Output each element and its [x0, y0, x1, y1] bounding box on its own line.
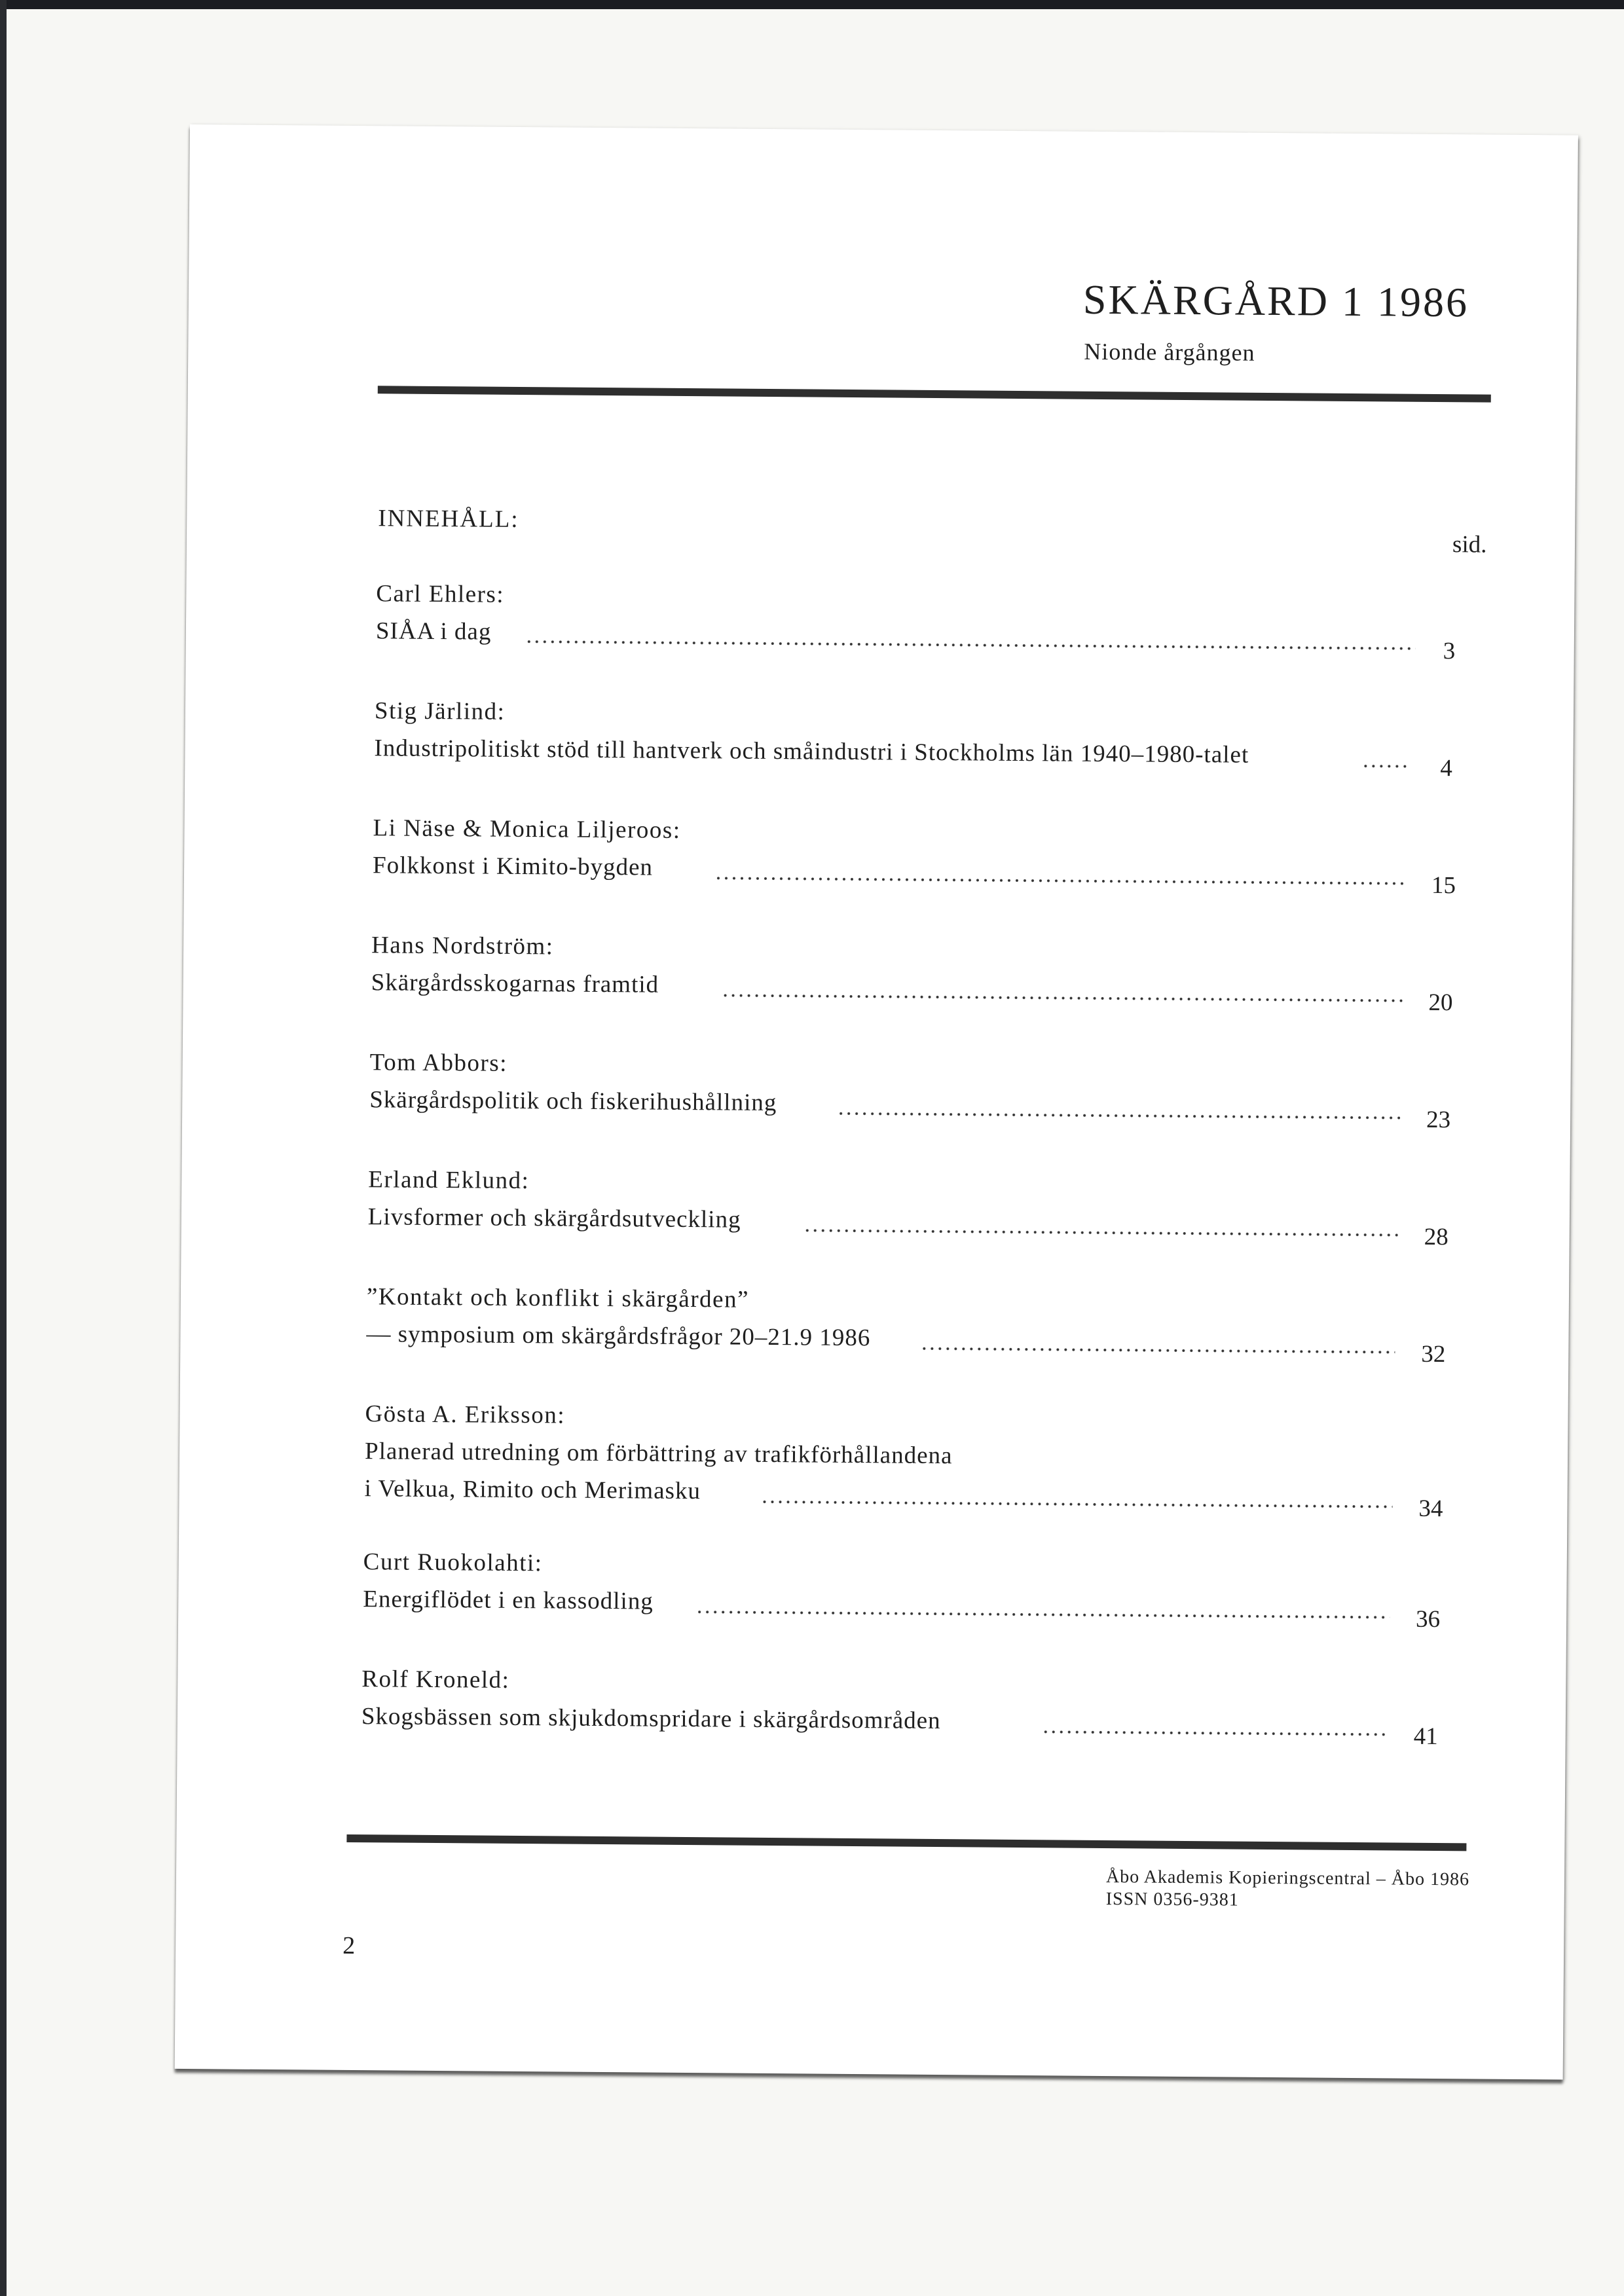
toc-page: 34	[1418, 1495, 1443, 1523]
top-rule	[378, 386, 1491, 402]
toc-page: 23	[1426, 1106, 1451, 1134]
toc-author: Li Näse & Monica Liljeroos:	[373, 814, 681, 844]
dot-leader	[1042, 1730, 1388, 1736]
toc-page: 32	[1421, 1340, 1446, 1368]
toc-title: Skärgårdsskogarnas framtid	[371, 969, 659, 998]
toc-author: Tom Abbors:	[369, 1049, 508, 1077]
toc-title: Folkkonst i Kimito-bygden	[372, 852, 654, 881]
issn-line: ISSN 0356-9381	[1105, 1889, 1239, 1910]
toc-page: 3	[1443, 638, 1456, 665]
page-column-heading: sid.	[1452, 531, 1487, 558]
dot-leader	[525, 640, 1416, 651]
publisher-line: Åbo Akademis Kopieringscentral – Åbo 1986	[1105, 1867, 1470, 1890]
toc-title: Planerad utredning om förbättring av trafikförhållandena	[364, 1438, 953, 1470]
toc-page: 36	[1415, 1605, 1441, 1633]
journal-title: SKÄRGÅRD 1 1986	[1082, 276, 1469, 326]
toc-title: Industripolitiskt stöd till hantverk och småindustri i Stockholms län 1940–1980-talet	[374, 735, 1249, 769]
toc-author: Curt Ruokolahti:	[363, 1548, 543, 1577]
toc-page: 15	[1431, 871, 1456, 900]
toc-author: Rolf Kroneld:	[361, 1666, 510, 1694]
toc-title: Skärgårdspolitik och fiskerihushållning	[369, 1086, 777, 1117]
toc-author: Stig Järlind:	[374, 697, 506, 725]
dot-leader	[722, 993, 1403, 1002]
toc-author: Hans Nordström:	[371, 932, 554, 960]
toc-title: Skogsbässen som skjukdomspridare i skärgårdsområden	[361, 1703, 941, 1735]
toc-title: Livsformer och skärgårdsutveckling	[367, 1203, 741, 1233]
toc-author: Gösta A. Eriksson:	[365, 1400, 566, 1429]
toc-title: Energiflödet i en kassodling	[363, 1586, 654, 1615]
toc-page: 20	[1428, 989, 1453, 1017]
toc-page: 41	[1413, 1722, 1438, 1751]
scanner-edge-left	[0, 0, 7, 2296]
dot-leader	[803, 1228, 1398, 1237]
dot-leader	[714, 876, 1405, 885]
dot-leader	[760, 1500, 1392, 1509]
dot-leader	[1361, 764, 1407, 769]
dot-leader	[695, 1610, 1390, 1619]
scanner-edge-top	[0, 0, 1624, 9]
toc-author: Carl Ehlers:	[376, 580, 505, 608]
dot-leader	[920, 1347, 1395, 1355]
toc-author: Erland Eklund:	[368, 1166, 530, 1195]
toc-page: 4	[1440, 755, 1452, 782]
journal-volume: Nionde årgången	[1084, 338, 1255, 366]
toc-page: 28	[1424, 1223, 1449, 1251]
page-number: 2	[342, 1931, 356, 1960]
toc-title: i Velkua, Rimito och Merimasku	[364, 1475, 701, 1505]
bottom-rule	[346, 1834, 1466, 1851]
dot-leader	[837, 1112, 1400, 1120]
toc-title: SIÅA i dag	[375, 617, 492, 646]
toc-author: ”Kontakt och konflikt i skärgården”	[366, 1283, 750, 1313]
toc-title: — symposium om skärgårdsfrågor 20–21.9 1986	[366, 1321, 871, 1352]
contents-heading: INNEHÅLL:	[378, 505, 519, 533]
scanned-page	[175, 124, 1578, 2080]
